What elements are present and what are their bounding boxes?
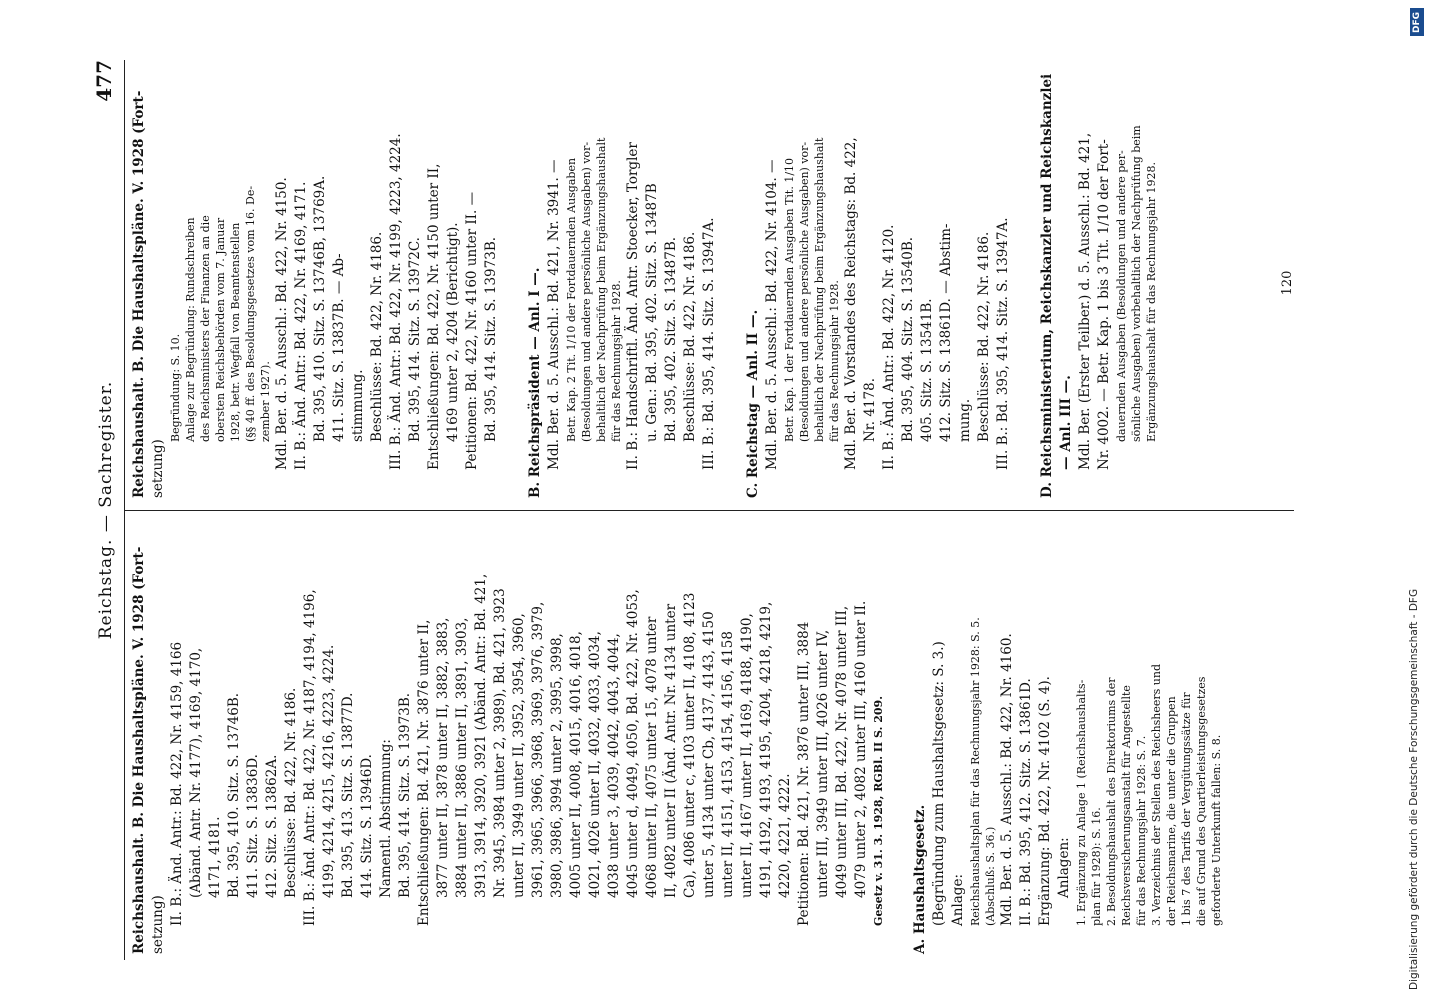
right-text-line: Reichshaushalt. B. Die Haushaltspläne. V. 1928 (Fort- bbox=[131, 90, 147, 498]
left-text-line: 4220, 4221, 4222. bbox=[777, 773, 793, 898]
right-text-line: Nr. 4178. bbox=[862, 377, 878, 442]
left-text-line: 4038 unter 3, 4039, 4042, 4043, 4044, bbox=[606, 633, 622, 898]
dfg-logo: DFG bbox=[1410, 8, 1424, 36]
left-text-line: Ca), 4086 unter c, 4103 unter II, 4108, 4123 bbox=[682, 592, 698, 898]
right-text-line: zember 1927). bbox=[259, 361, 272, 442]
right-text-line: 412. Sitz. S. 13861D. — Abstim- bbox=[938, 223, 954, 442]
left-text-line: Anlagen: bbox=[1056, 837, 1072, 898]
right-text-line: III. B.: Bd. 395, 414. Sitz. S. 13947A. bbox=[701, 217, 717, 470]
left-text-line: A. Haushaltsgesetz. bbox=[912, 804, 928, 954]
right-text-line bbox=[501, 68, 520, 498]
right-text-line: 4169 unter 2, 4204 (Berichtigt). bbox=[445, 222, 461, 442]
right-text-line: D. Reichsministerium, Reichskanzler und Reichskanzlei bbox=[1039, 73, 1055, 498]
right-text-line: Ergänzungshaushalt für das Rechnungsjahr 1928. bbox=[1145, 161, 1158, 442]
right-text-line: Bd. 395, 404. Sitz. S. 13540B. bbox=[900, 236, 916, 442]
right-text-line: Beschlüsse: Bd. 422, Nr. 4186. bbox=[682, 231, 698, 442]
right-text-line: Entschließungen: Bd. 422, Nr. 4150 unter II, bbox=[426, 163, 442, 470]
left-text-line: 4079 unter 2, 4082 unter III, 4160 unter II. bbox=[853, 600, 869, 898]
right-text-line: 411. Sitz. S. 13837B. — Ab- bbox=[331, 253, 347, 442]
right-text-line: sönliche Ausgaben) vorbehaltlich der Nachprüfung beim bbox=[1130, 125, 1143, 442]
left-text-line: geforderte Unterkunft fallen: S. 8. bbox=[1210, 734, 1223, 926]
right-column bbox=[130, 68, 1159, 498]
right-text-line: Petitionen: Bd. 422, Nr. 4160 unter II. — bbox=[464, 191, 480, 470]
right-text-line: Mdl. Ber. d. Vorstandes des Reichstags: Bd. 422, bbox=[843, 137, 859, 470]
right-text-line: (Besoldungen und andere persönliche Ausgaben) vor- bbox=[580, 141, 593, 442]
left-text-line: Nr. 3945, 3984 unter 2, 3989), Bd. 421, 3923 bbox=[492, 588, 508, 898]
left-text-line: Ergänzung: Bd. 422, Nr. 4102 (S. 4). bbox=[1037, 676, 1053, 926]
right-text-line: des Reichsministers der Finanzen an die bbox=[199, 215, 212, 442]
right-text-line: III. B.: Änd. Antr.: Bd. 422, Nr. 4199, 4223, 4224. bbox=[388, 133, 404, 470]
right-text-line: Mdl. Ber. d. 5. Ausschl.: Bd. 422, Nr. 4150. bbox=[274, 177, 290, 470]
right-text-line: Mdl. Ber. d. 5. Ausschl.: Bd. 422, Nr. 4104. — bbox=[764, 159, 780, 470]
left-text-line: 4171, 4181. bbox=[207, 816, 223, 898]
right-text-line: Bd. 395, 414. Sitz. S. 13973B. bbox=[483, 236, 499, 442]
left-text-line: 4191, 4192, 4193, 4195, 4204, 4218, 4219, bbox=[758, 601, 774, 898]
left-text-line: 3877 unter II, 3878 unter II, 3882, 3883, bbox=[435, 617, 451, 898]
left-text-line: (Abschluß: S. 36.) bbox=[984, 826, 997, 926]
left-text-line: Reichsversicherungsanstalt für Angestellte bbox=[1120, 685, 1133, 926]
left-text-line: 3. Verzeichnis der Stellen des Reichsheers und bbox=[1150, 663, 1163, 926]
right-text-line: B. Reichspräsident — Anl. I —. bbox=[527, 267, 543, 498]
left-text-line: 3980, 3986, 3994 unter 2, 3995, 3998, bbox=[549, 633, 565, 898]
left-text-line: der Reichsmarine, die unter die Gruppen bbox=[1165, 696, 1178, 926]
right-text-line: Bd. 395, 402. Sitz. S. 13487B. bbox=[663, 236, 679, 442]
right-text-line: 1928, betr. Wegfall von Beamtenstellen bbox=[229, 222, 242, 442]
column-divider bbox=[124, 510, 1294, 511]
right-text-line: (Besoldungen und andere persönliche Ausgaben) vor- bbox=[798, 141, 811, 442]
left-text-line: Namentl. Abstimmung: bbox=[378, 739, 394, 898]
left-text-line: Gesetz v. 31. 3. 1928, RGBl. II S. 209. bbox=[872, 695, 885, 926]
right-text-line: II. B.: Handschriftl. Änd. Antr. Stoecker, Torgler bbox=[625, 142, 641, 470]
right-text-line: obersten Reichsbehörden vom 7. Januar bbox=[214, 217, 227, 442]
right-text-line: — Anl. III —. bbox=[1058, 375, 1074, 470]
running-title: Reichstag. — Sachregister. bbox=[96, 380, 116, 640]
right-text-line: III. B.: Bd. 395, 414. Sitz. S. 13947A. bbox=[995, 217, 1011, 470]
left-text-line: 4005 unter II, 4008, 4015, 4016, 4018, bbox=[568, 631, 584, 898]
right-text-line: mung. bbox=[957, 398, 973, 442]
left-text-line: 411. Sitz. S. 13836D. bbox=[245, 754, 261, 898]
rotated-document-page bbox=[90, 60, 1330, 960]
left-text-line: II, 4082 unter II (Änd. Antr. Nr. 4134 unter bbox=[663, 603, 679, 898]
right-text-line: für das Rechnungsjahr 1928. bbox=[610, 280, 623, 442]
right-text-line: u. Gen.: Bd. 395, 402. Sitz. S. 13487B bbox=[644, 183, 660, 442]
right-text-line: setzung) bbox=[150, 439, 166, 498]
left-text-line: (Begründung zum Haushaltsgesetz: S. 3.) bbox=[931, 641, 947, 926]
left-text-line: 3961, 3965, 3966, 3968, 3969, 3976, 3979, bbox=[530, 601, 546, 898]
right-text-line: Beschlüsse: Bd. 422, Nr. 4186. bbox=[369, 231, 385, 442]
left-text-line: III. B.: Änd. Antr.: Bd. 422, Nr. 4187, 4194, 4196, bbox=[302, 589, 318, 926]
digitization-strip bbox=[1400, 0, 1434, 1000]
left-text-line: unter II, 4151, 4153, 4154, 4156, 4158 bbox=[720, 631, 736, 898]
left-text-line: Beschlüsse: Bd. 422, Nr. 4186. bbox=[283, 687, 299, 898]
left-text-line: 4068 unter II, 4075 unter 15, 4078 unter bbox=[644, 616, 660, 898]
digitization-note: Digitalisierung gefördert durch die Deutsche Forschungsgemeinschaft - DFG bbox=[1408, 588, 1420, 990]
right-text-line: Betr. Kap. 2 Tit. 1/10 der Fortdauernden Ausgaben bbox=[565, 157, 578, 442]
right-text-line: II. B.: Änd. Antr.: Bd. 422, Nr. 4120. bbox=[881, 224, 897, 470]
left-text-line: (Abänd. Antr. Nr. 4177), 4169, 4170, bbox=[188, 647, 204, 898]
left-text-line: 4021, 4026 unter II, 4032, 4033, 4034, bbox=[587, 631, 603, 898]
page-number: 477 bbox=[92, 60, 116, 102]
right-text-line: Begründung: S. 10. bbox=[169, 333, 182, 442]
signature-number: 120 bbox=[1280, 270, 1295, 296]
right-text-line: (§§ 40 ff. des Besoldungsgesetzes vom 16. De- bbox=[244, 185, 257, 442]
right-text-line: Mdl. Ber. (Erster Teilber.) d. 5. Ausschl.: Bd. 421, bbox=[1077, 132, 1093, 470]
left-text-line: unter II, 4167 unter II, 4169, 4188, 4190, bbox=[739, 613, 755, 898]
left-text-line: Entschließungen: Bd. 421, Nr. 3876 unter II, bbox=[416, 619, 432, 926]
right-text-line bbox=[1013, 68, 1032, 498]
right-text-line: Bd. 395, 410. Sitz. S. 13746B, 13769A. bbox=[312, 175, 328, 442]
page-header bbox=[90, 60, 124, 960]
left-text-line: Petitionen: Bd. 421, Nr. 3876 unter III, 3884 bbox=[796, 621, 812, 926]
left-text-line: Reichshaushalt. B. Die Haushaltspläne. V. 1928 (Fort- bbox=[131, 546, 147, 954]
left-text-line: unter III, 3949 unter III, 4026 unter IV, bbox=[815, 629, 831, 898]
left-text-line: II. B.: Bd. 395, 412. Sitz. S. 13861D. bbox=[1018, 678, 1034, 926]
left-text-line: 4199, 4214, 4215, 4216, 4223, 4224. bbox=[321, 644, 337, 898]
left-text-line: II. B.: Änd. Antr.: Bd. 422, Nr. 4159, 4166 bbox=[169, 641, 185, 926]
right-text-line: Betr. Kap. 1 der Fortdauernden Ausgaben Tit. 1/10 bbox=[783, 157, 796, 442]
left-text-line: 1. Ergänzung zu Anlage 1 (Reichshaushalts- bbox=[1075, 679, 1088, 926]
right-text-line: Mdl. Ber. d. 5. Ausschl.: Bd. 421, Nr. 3941. — bbox=[546, 159, 562, 470]
left-text-line: setzung) bbox=[150, 895, 166, 954]
left-text-line: 3913, 3914, 3920, 3921 (Abänd. Antr.: Bd. 421, bbox=[473, 573, 489, 898]
right-text-line: behaltlich der Nachprüfung beim Ergänzungshaushalt bbox=[595, 137, 608, 442]
left-text-line: Bd. 395, 414. Sitz. S. 13973B. bbox=[397, 692, 413, 898]
left-text-line: Reichshaushaltsplan für das Rechnungsjahr 1928: S. 5. bbox=[969, 617, 982, 926]
left-text-line: 1 bis 7 des Tarifs der Vergütungssätze für bbox=[1180, 692, 1193, 926]
left-text-line: 412. Sitz. S. 13862A. bbox=[264, 754, 280, 898]
right-text-line: Anlage zur Begründung: Rundschreiben bbox=[184, 217, 197, 442]
left-text-line bbox=[886, 524, 905, 954]
right-text-line: für das Rechnungsjahr 1928. bbox=[828, 280, 841, 442]
right-text-line: Beschlüsse: Bd. 422, Nr. 4186. bbox=[976, 231, 992, 442]
left-text-line: plan für 1928): S. 16. bbox=[1090, 807, 1103, 926]
left-text-line: Mdl. Ber. d. 5. Ausschl.: Bd. 422, Nr. 4160. bbox=[999, 633, 1015, 926]
left-text-line: 2. Besoldungshaushalt des Direktoriums der bbox=[1105, 677, 1118, 926]
left-text-line: die auf Grund des Quartierleistungsgesetzes bbox=[1195, 676, 1208, 926]
right-text-line: Nr. 4002. — Betr. Kap. 1 bis 3 Tit. 1/10 der Fort- bbox=[1096, 139, 1112, 470]
left-column bbox=[130, 524, 1224, 954]
left-text-line: 4049 unter III, Bd. 422, Nr. 4078 unter III, bbox=[834, 605, 850, 898]
right-text-line bbox=[719, 68, 738, 498]
right-text-line: C. Reichstag — Anl. II —. bbox=[745, 309, 761, 498]
left-text-line: 3884 unter II, 3886 unter II, 3891, 3903, bbox=[454, 617, 470, 898]
right-text-line: II. B.: Änd. Antr.: Bd. 422, Nr. 4169, 4171. bbox=[293, 181, 309, 470]
left-text-line: 4045 unter d, 4049, 4050, Bd. 422, Nr. 4053, bbox=[625, 589, 641, 898]
right-text-line: stimmung. bbox=[350, 369, 366, 442]
left-text-line: unter II, 3949 unter II, 3952, 3954, 3960, bbox=[511, 613, 527, 898]
right-text-line: Bd. 395, 414. Sitz. S. 13972C. bbox=[407, 237, 423, 442]
left-text-line: Bd. 395, 410. Sitz. S. 13746B. bbox=[226, 692, 242, 898]
right-text-line: dauernden Ausgaben (Besoldungen und andere per- bbox=[1115, 150, 1128, 442]
right-text-line: 405. Sitz. S. 13541B. bbox=[919, 298, 935, 442]
left-text-line: unter 5, 4134 unter Cb, 4137, 4143, 4150 bbox=[701, 611, 717, 898]
left-text-line: für das Rechnungsjahr 1928: S. 7. bbox=[1135, 735, 1148, 926]
right-text-line: behaltlich der Nachprüfung beim Ergänzungshaushalt bbox=[813, 137, 826, 442]
left-text-line: Anlage: bbox=[950, 874, 966, 926]
left-text-line: 414. Sitz. S. 13946D. bbox=[359, 754, 375, 898]
left-text-line: Bd. 395, 413. Sitz. S. 13877D. bbox=[340, 692, 356, 898]
